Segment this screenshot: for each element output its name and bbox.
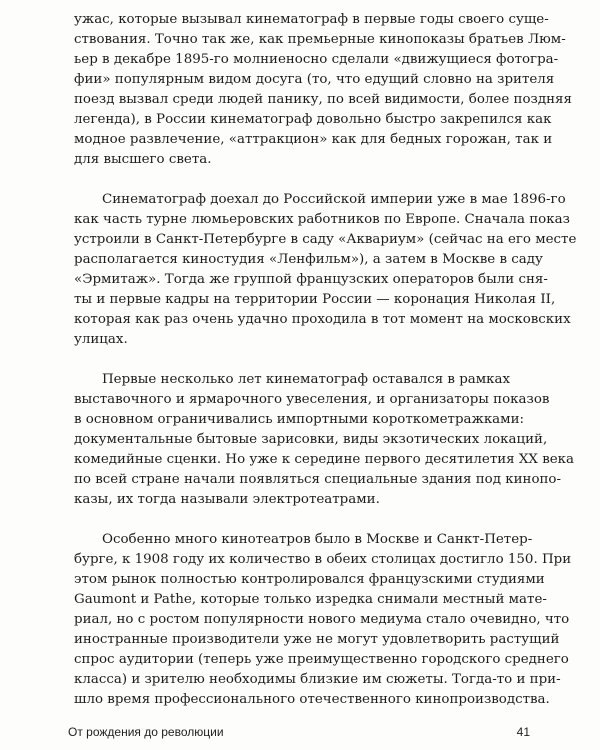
body-text [74, 10, 577, 710]
text-line: спрос аудитории (теперь уже преимущественно городского среднего [74, 652, 569, 667]
text-line: ствования. Точно так же, как премьерные кинопоказы братьев Люм- [74, 32, 566, 47]
text-line: риал, но с ростом популярности нового медиума стало очевидно, что [74, 612, 570, 627]
paragraph-2 [74, 190, 577, 350]
text-line: Gaumont и Pathe, которые только изредка снимали местный мате- [74, 592, 547, 607]
text-line: по всей стране начали появляться специальные здания под кинопо- [74, 472, 562, 487]
text-line: модное развлечение, «аттракцион» как для бедных горожан, так и [74, 132, 553, 147]
text-line: легенда), в России кинематограф довольно быстро закрепился как [74, 112, 552, 127]
text-line: «Эрмитаж». Тогда же группой французских операторов были сня- [74, 272, 548, 287]
text-line: документальные бытовые зарисовки, виды экзотических локаций, [74, 432, 548, 447]
paragraph-4 [74, 530, 572, 710]
text-line: бурге, к 1908 году их количество в обеих столицах достигло 150. При [74, 552, 572, 567]
text-line: устроили в Санкт-Петербурге в саду «Аквариум» (сейчас на его месте [74, 232, 577, 247]
page-footer [68, 725, 530, 743]
page-number: 41 [516, 725, 530, 739]
text-line: поезд вызвал среди людей панику, по всей видимости, более поздняя [74, 92, 572, 107]
text-line: улицах. [74, 332, 128, 347]
text-line: выставочного и ярмарочного увеселения, и организаторы показов [74, 392, 550, 407]
text-line: Синематограф доехал до Российской империи уже в мае 1896-го [102, 192, 566, 207]
text-line: в основном ограничивались импортными короткометражками: [74, 412, 525, 427]
text-line: фии» популярным видом досуга (то, что едущий словно на зрителя [74, 72, 555, 87]
text-line: Первые несколько лет кинематограф оставался в рамках [102, 372, 511, 387]
text-line: казы, их тогда называли электротеатрами. [74, 492, 380, 507]
text-line: Особенно много кинотеатров было в Москве и Санкт-Петер- [102, 532, 533, 547]
text-line: ьер в декабре 1895-го молниеносно сделали «движущиеся фотогра- [74, 52, 559, 67]
text-line: располагается киностудия «Ленфильм»), а затем в Москве в саду [74, 252, 543, 267]
paragraph-1 [74, 10, 572, 170]
text-line: иностранные производители уже не могут удовлетворить растущий [74, 632, 560, 647]
text-line: класса) и зрителю необходимы близкие им сюжеты. Тогда-то и при- [74, 672, 561, 687]
text-line: которая как раз очень удачно проходила в тот момент на московских [74, 312, 571, 327]
text-line: для высшего света. [74, 152, 212, 167]
running-footer-title: От рождения до революции [68, 725, 224, 739]
text-line: ты и первые кадры на территории России — коронация Николая II, [74, 292, 556, 307]
text-line: ужас, которые вызывал кинематограф в первые годы своего суще- [74, 12, 549, 27]
text-line: этом рынок полностью контролировался французскими студиями [74, 572, 545, 587]
text-line: комедийные сценки. Но уже к середине первого десятилетия XX века [74, 452, 575, 467]
text-line: как часть турне люмьеровских работников по Европе. Сначала показ [74, 212, 570, 227]
paragraph-3 [74, 370, 575, 510]
text-line: шло время профессионального отечественного кинопроизводства. [74, 692, 550, 707]
